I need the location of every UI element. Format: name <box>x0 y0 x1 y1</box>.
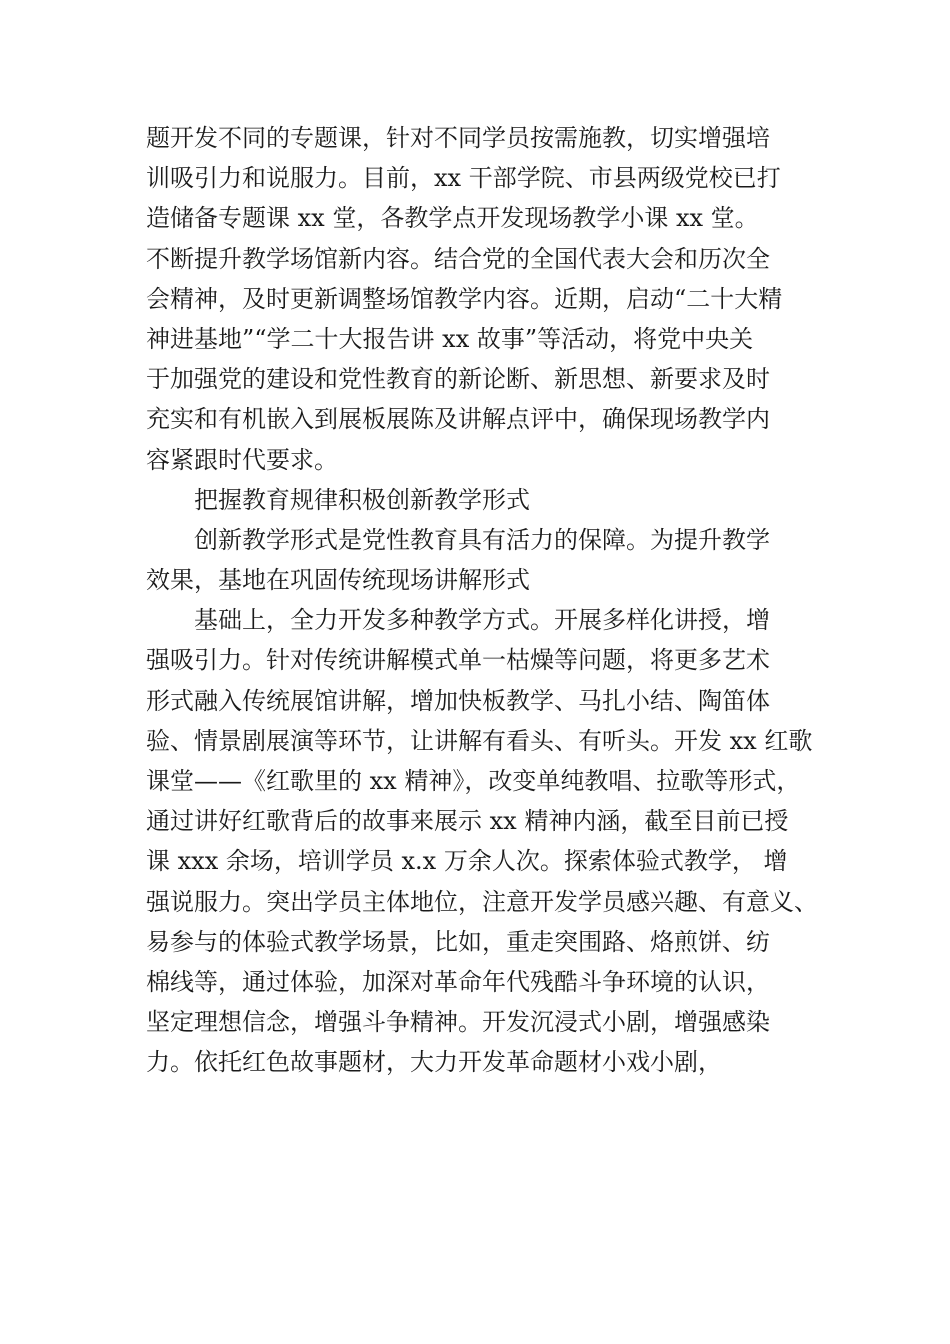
text-line: 效果，基地在巩固传统现场讲解形式 <box>146 566 530 595</box>
body-text <box>146 118 846 1083</box>
text-line: 强说服力。突出学员主体地位，注意开发学员感兴趣、有意义、 <box>146 887 818 916</box>
text-line: 通过讲好红歌背后的故事来展示 xx 精神内涵，截至目前已授 <box>146 807 789 836</box>
text-line: 课堂——《红歌里的 xx 精神》，改变单纯教唱、拉歌等形式， <box>146 767 801 795</box>
text-line: 验、情景剧展演等环节，让讲解有看头、有听头。开发 xx 红歌 <box>146 726 813 755</box>
section-heading: 把握教育规律积极创新教学形式 <box>194 485 530 514</box>
text-line: 创新教学形式是党性教育具有活力的保障。为提升教学 <box>194 525 770 554</box>
text-line: 神进基地”“学二十大报告讲 xx 故事”等活动，将党中央关 <box>146 324 754 353</box>
text-line: 造储备专题课 xx 堂，各教学点开发现场教学小课 xx 堂。 <box>146 204 759 233</box>
text-line: 题开发不同的专题课，针对不同学员按需施教，切实增强培 <box>146 124 770 152</box>
text-line: 不断提升教学场馆新内容。结合党的全国代表大会和历次全 <box>146 244 770 273</box>
text-line: 力。依托红色故事题材，大力开发革命题材小戏小剧， <box>146 1048 722 1077</box>
text-line: 易参与的体验式教学场景，比如，重走突围路、烙煎饼、纺 <box>146 927 770 956</box>
text-line: 基础上，全力开发多种教学方式。开展多样化讲授，增 <box>194 606 770 635</box>
text-line: 训吸引力和说服力。目前，xx 干部学院、市县两级党校已打 <box>146 164 781 193</box>
text-line: 坚定理想信念，增强斗争精神。开发沉浸式小剧，增强感染 <box>146 1008 770 1037</box>
text-line: 棉线等，通过体验，加深对革命年代残酷斗争环境的认识， <box>146 967 770 996</box>
text-line: 于加强党的建设和党性教育的新论断、新思想、新要求及时 <box>146 365 770 394</box>
text-line: 课 xxx 余场，培训学员 x.x 万余人次。探索体验式教学， 增 <box>146 847 788 876</box>
text-line: 形式融入传统展馆讲解，增加快板教学、马扎小结、陶笛体 <box>146 686 770 715</box>
text-line: 充实和有机嵌入到展板展陈及讲解点评中，确保现场教学内 <box>146 405 770 434</box>
text-line: 会精神，及时更新调整场馆教学内容。近期，启动“二十大精 <box>146 284 783 313</box>
text-line: 强吸引力。针对传统讲解模式单一枯燥等问题，将更多艺术 <box>146 646 770 675</box>
text-line: 容紧跟时代要求。 <box>146 445 338 474</box>
